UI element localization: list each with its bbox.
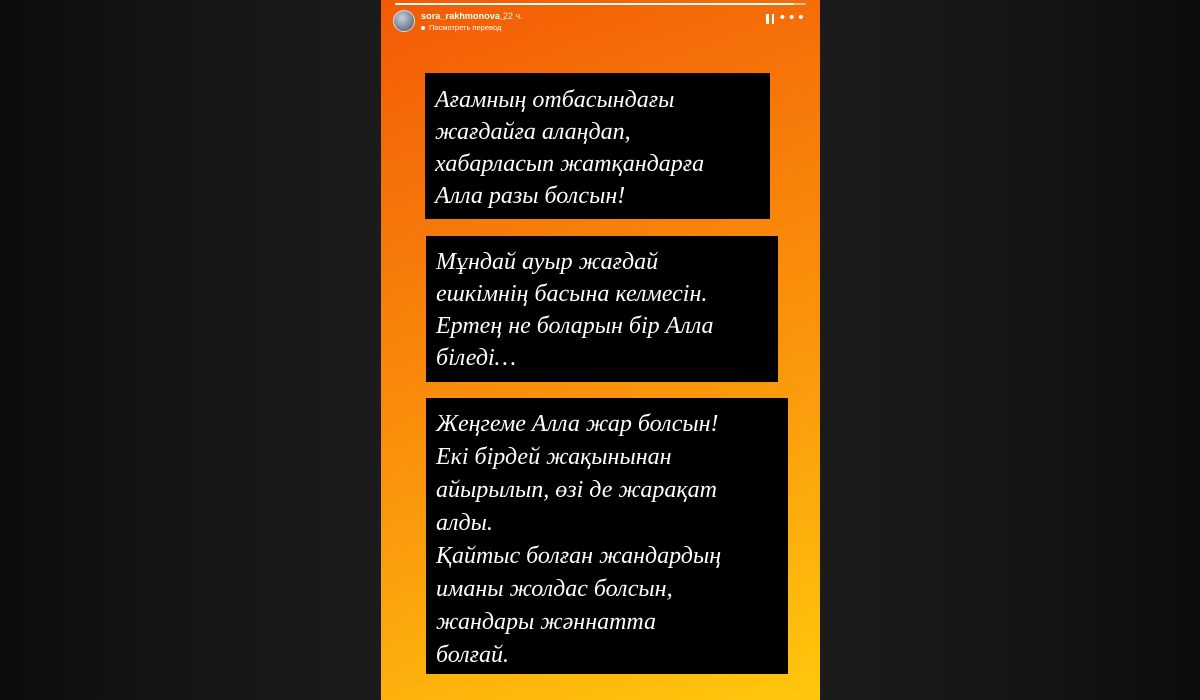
text-line: Қайтыс болған жандардың: [436, 543, 722, 569]
text-line: болғай.: [436, 642, 509, 668]
text-line: біледі…: [436, 345, 517, 371]
text-line: хабарласып жатқандарға: [435, 151, 705, 177]
text-line: Екі бірдей жақынынан: [436, 444, 672, 470]
text-line: айырылып, өзі де жарақат: [436, 477, 717, 503]
story-text-block-2: [426, 236, 778, 382]
text-line: иманы жолдас болсын,: [436, 576, 673, 602]
avatar[interactable]: [393, 10, 415, 32]
text-line: Ағамның отбасындағы: [435, 87, 675, 113]
translate-icon: [421, 26, 425, 30]
text-line: жандары жәннатта: [436, 609, 657, 635]
story-viewer[interactable]: [381, 0, 820, 700]
story-progress-bar: [395, 3, 806, 5]
text-line: ешкімнің басына келмесін.: [436, 281, 708, 307]
post-time: 22 ч.: [503, 11, 523, 21]
translate-link[interactable]: [421, 23, 501, 32]
more-dots-icon[interactable]: •••: [778, 10, 806, 26]
translate-label: Посмотреть перевод: [429, 23, 502, 32]
text-line: Ертең не боларын бір Алла: [436, 313, 714, 339]
username-link[interactable]: sora_rakhmonova_: [421, 11, 506, 21]
text-line: Мұндай ауыр жағдай: [436, 249, 659, 275]
text-line: жағдайға алаңдап,: [435, 119, 631, 145]
story-progress-fill: [395, 3, 794, 5]
story-text-block-1: [425, 73, 770, 219]
text-line: Жеңгеме Алла жар болсын!: [436, 411, 719, 437]
text-line: алды.: [436, 510, 493, 536]
story-header: [393, 10, 808, 36]
text-line: Алла разы болсын!: [435, 183, 626, 209]
story-text-block-3: [426, 398, 788, 674]
pause-icon[interactable]: [766, 14, 774, 24]
